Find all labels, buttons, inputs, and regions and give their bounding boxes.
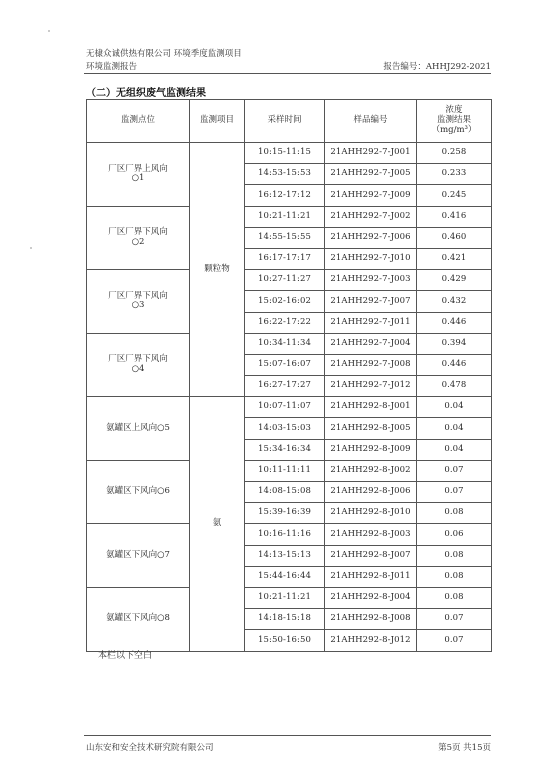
sampling-time-cell: 15:50-16:50	[245, 630, 325, 651]
footer-divider	[84, 735, 491, 736]
concentration-cell: 0.429	[417, 270, 492, 291]
sample-id-cell: 21AHH292-8-J009	[325, 439, 417, 460]
monitoring-results-table	[86, 99, 492, 652]
header-report-type: 环境监测报告	[86, 62, 138, 72]
header-report-number: 报告编号：AHHJ292-2021	[383, 62, 491, 72]
sampling-time-cell: 15:39-16:39	[245, 503, 325, 524]
table-row	[87, 524, 492, 545]
sampling-time-cell: 10:34-11:34	[245, 333, 325, 354]
concentration-cell: 0.06	[417, 524, 492, 545]
sampling-time-cell: 10:15-11:15	[245, 143, 325, 164]
concentration-cell: 0.08	[417, 545, 492, 566]
monitoring-point-cell: 氨罐区下风向○7	[87, 524, 190, 588]
table-row	[87, 270, 492, 291]
sample-id-cell: 21AHH292-7-J008	[325, 354, 417, 375]
sampling-time-cell: 16:22-17:22	[245, 312, 325, 333]
table-row	[87, 333, 492, 354]
table-row	[87, 460, 492, 481]
monitoring-point-cell: 厂区厂界下风向 ○4	[87, 333, 190, 397]
sample-id-cell: 21AHH292-8-J011	[325, 566, 417, 587]
monitoring-item-cell: 颗粒物	[190, 143, 245, 397]
monitoring-point-cell: 厂区厂界上风向 ○1	[87, 143, 190, 207]
scan-speck	[48, 30, 50, 32]
concentration-cell: 0.07	[417, 460, 492, 481]
concentration-header-line: 监测结果	[436, 115, 471, 126]
concentration-cell: 0.04	[417, 439, 492, 460]
monitoring-point-cell: 氨罐区下风向○6	[87, 460, 190, 524]
col-header-time: 采样时间	[245, 100, 325, 143]
sample-id-cell: 21AHH292-7-J001	[325, 143, 417, 164]
sampling-time-cell: 14:03-15:03	[245, 418, 325, 439]
sampling-time-cell: 16:27-17:27	[245, 376, 325, 397]
sampling-time-cell: 10:07-11:07	[245, 397, 325, 418]
sample-id-cell: 21AHH292-7-J007	[325, 291, 417, 312]
col-header-item: 监测项目	[190, 100, 245, 143]
concentration-cell: 0.07	[417, 630, 492, 651]
monitoring-item-cell: 氨	[190, 397, 245, 651]
concentration-cell: 0.460	[417, 227, 492, 248]
sampling-time-cell: 10:21-11:21	[245, 206, 325, 227]
sampling-time-cell: 10:27-11:27	[245, 270, 325, 291]
concentration-cell: 0.233	[417, 164, 492, 185]
concentration-cell: 0.432	[417, 291, 492, 312]
concentration-cell: 0.446	[417, 354, 492, 375]
sampling-time-cell: 14:55-15:55	[245, 227, 325, 248]
sampling-time-cell: 10:21-11:21	[245, 587, 325, 608]
concentration-cell: 0.08	[417, 566, 492, 587]
sample-id-cell: 21AHH292-8-J008	[325, 609, 417, 630]
concentration-cell: 0.421	[417, 248, 492, 269]
section-title: （二）无组织废气监测结果	[86, 88, 206, 99]
monitoring-point-cell: 氨罐区上风向○5	[87, 397, 190, 461]
sample-id-cell: 21AHH292-7-J005	[325, 164, 417, 185]
sample-id-cell: 21AHH292-7-J011	[325, 312, 417, 333]
sample-id-cell: 21AHH292-8-J002	[325, 460, 417, 481]
sample-id-cell: 21AHH292-7-J004	[325, 333, 417, 354]
sample-id-cell: 21AHH292-7-J003	[325, 270, 417, 291]
sample-id-cell: 21AHH292-8-J004	[325, 587, 417, 608]
monitoring-point-cell: 厂区厂界下风向 ○2	[87, 206, 190, 270]
sampling-time-cell: 15:44-16:44	[245, 566, 325, 587]
table-row	[87, 206, 492, 227]
table-header-row	[87, 100, 492, 143]
concentration-cell: 0.04	[417, 397, 492, 418]
sampling-time-cell: 14:18-15:18	[245, 609, 325, 630]
sampling-time-cell: 10:11-11:11	[245, 460, 325, 481]
concentration-header-line: 浓度	[445, 105, 463, 116]
table-row	[87, 587, 492, 608]
concentration-cell: 0.07	[417, 482, 492, 503]
sampling-time-cell: 10:16-11:16	[245, 524, 325, 545]
concentration-cell: 0.04	[417, 418, 492, 439]
sampling-time-cell: 14:53-15:53	[245, 164, 325, 185]
sampling-time-cell: 15:34-16:34	[245, 439, 325, 460]
footer-page-number: 第5页 共15页	[438, 743, 491, 753]
sample-id-cell: 21AHH292-8-J006	[325, 482, 417, 503]
sample-id-cell: 21AHH292-7-J002	[325, 206, 417, 227]
sampling-time-cell: 14:13-15:13	[245, 545, 325, 566]
concentration-header-line: （mg/m³）	[431, 124, 477, 135]
sample-id-cell: 21AHH292-8-J010	[325, 503, 417, 524]
concentration-cell: 0.394	[417, 333, 492, 354]
sampling-time-cell: 15:02-16:02	[245, 291, 325, 312]
scan-speck	[30, 247, 32, 249]
sample-id-cell: 21AHH292-7-J010	[325, 248, 417, 269]
sampling-time-cell: 14:08-15:08	[245, 482, 325, 503]
concentration-cell: 0.446	[417, 312, 492, 333]
concentration-cell: 0.478	[417, 376, 492, 397]
sample-id-cell: 21AHH292-8-J001	[325, 397, 417, 418]
table-row	[87, 143, 492, 164]
concentration-cell: 0.08	[417, 503, 492, 524]
table-row	[87, 397, 492, 418]
footer-institute: 山东安和安全技术研究院有限公司	[86, 743, 214, 753]
col-header-concentration	[417, 100, 492, 143]
sample-id-cell: 21AHH292-8-J003	[325, 524, 417, 545]
sampling-time-cell: 16:12-17:12	[245, 185, 325, 206]
monitoring-point-cell: 厂区厂界下风向 ○3	[87, 270, 190, 334]
concentration-cell: 0.245	[417, 185, 492, 206]
monitoring-point-cell: 氨罐区下风向○8	[87, 587, 190, 651]
sample-id-cell: 21AHH292-7-J006	[325, 227, 417, 248]
sampling-time-cell: 16:17-17:17	[245, 248, 325, 269]
header-divider	[84, 73, 491, 74]
concentration-cell: 0.258	[417, 143, 492, 164]
sample-id-cell: 21AHH292-8-J012	[325, 630, 417, 651]
concentration-cell: 0.08	[417, 587, 492, 608]
sample-id-cell: 21AHH292-8-J007	[325, 545, 417, 566]
sample-id-cell: 21AHH292-8-J005	[325, 418, 417, 439]
sampling-time-cell: 15:07-16:07	[245, 354, 325, 375]
concentration-cell: 0.07	[417, 609, 492, 630]
sample-id-cell: 21AHH292-7-J012	[325, 376, 417, 397]
concentration-cell: 0.416	[417, 206, 492, 227]
header-company-project: 无棣众诚供热有限公司 环境季度监测项目	[86, 49, 242, 59]
col-header-sample-id: 样品编号	[325, 100, 417, 143]
sample-id-cell: 21AHH292-7-J009	[325, 185, 417, 206]
blank-below-note: 本栏以下空白	[98, 651, 153, 661]
col-header-point: 监测点位	[87, 100, 190, 143]
